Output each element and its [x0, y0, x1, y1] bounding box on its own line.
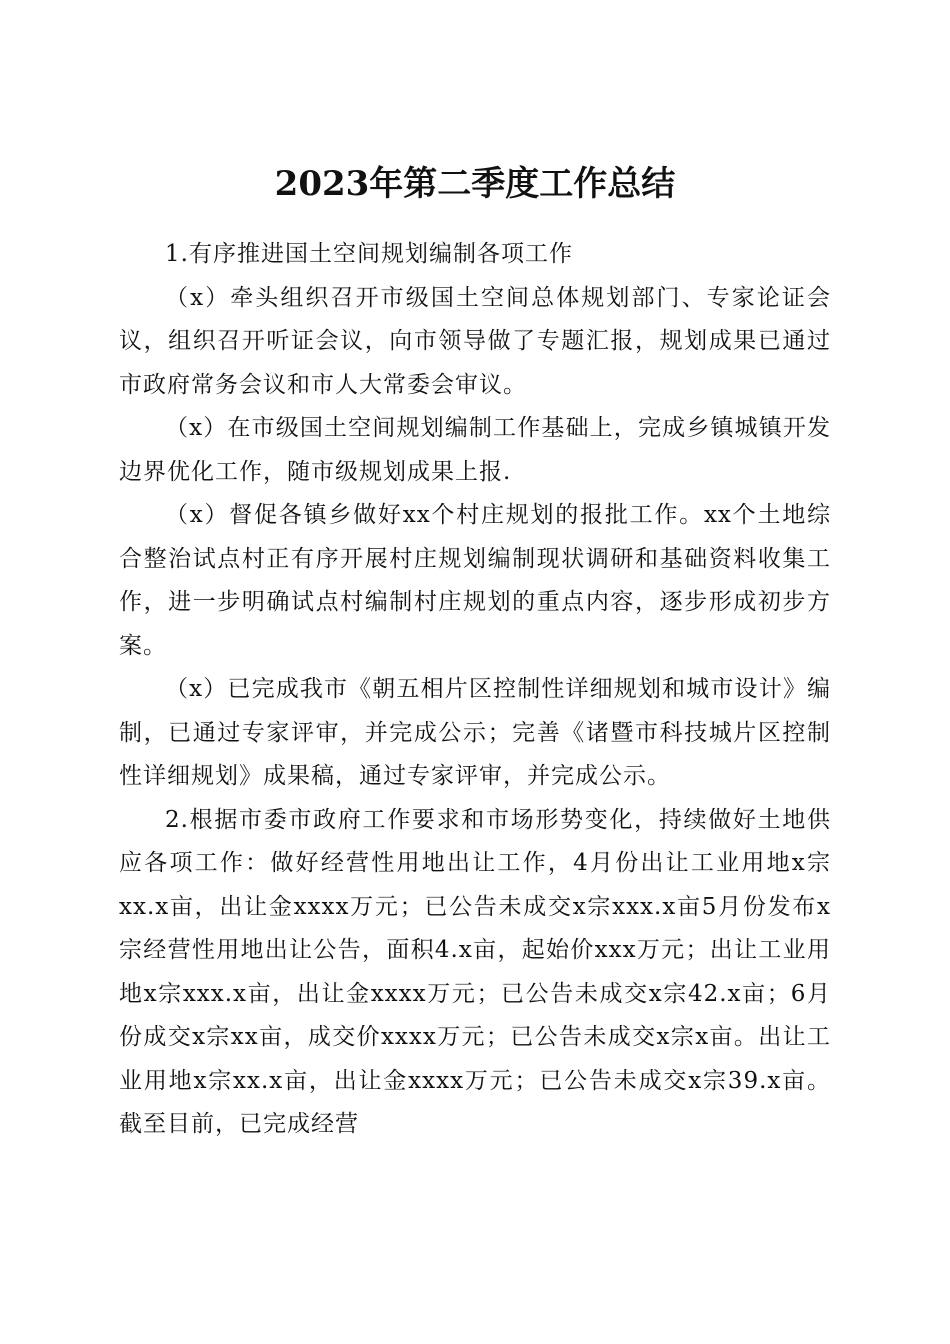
document-title: 2023年第二季度工作总结: [274, 163, 676, 204]
paragraph-item-planning-review: （x）牵头组织召开市级国土空间总体规划部门、专家论证会议，组织召开听证会议，向市领导做了专题汇报，规划成果已通过市政府常务会议和市人大常委会审议。: [119, 284, 831, 398]
document-body: [119, 233, 831, 1147]
paragraph-item-detailed-planning: （x）已完成我市《朝五相片区控制性详细规划和城市设计》编制，已通过专家评审，并完成公示；完善《诸暨市科技城片区控制性详细规划》成果稿，通过专家评审，并完成公示。: [119, 676, 831, 789]
paragraph-section-2-land-supply: 2.根据市委市政府工作要求和市场形势变化，持续做好土地供应各项工作：做好经营性用地出让工作，4月份出让工业用地x宗xx.x亩，出让金xxxx万元；已公告未成交x宗xxx.x亩5月份发布x宗经营性用地出让公告，面积4.x亩，起始价xxx万元；出让工业用地x宗xxx.x亩，出让金xxxx万元；已公告未成交x宗42.x亩；6月份成交x宗xx亩，成交价xxxx万元；已公告未成交x宗x亩。出让工业用地x宗xx.x亩，出让金xxxx万元；已公告未成交x宗39.x亩。截至目前，已完成经营: [119, 806, 831, 1137]
paragraph-section-1-heading: 1.有序推进国土空间规划编制各项工作: [165, 241, 573, 267]
paragraph-item-village-planning: （x）督促各镇乡做好xx个村庄规划的报批工作。xx个土地综合整治试点村正有序开展村庄规划编制现状调研和基础资料收集工作，进一步明确试点村编制村庄规划的重点内容，逐步形成初步方案。: [119, 502, 831, 659]
paragraph-item-boundary-optimization: （x）在市级国土空间规划编制工作基础上，完成乡镇城镇开发边界优化工作，随市级规划成果上报.: [119, 415, 831, 485]
